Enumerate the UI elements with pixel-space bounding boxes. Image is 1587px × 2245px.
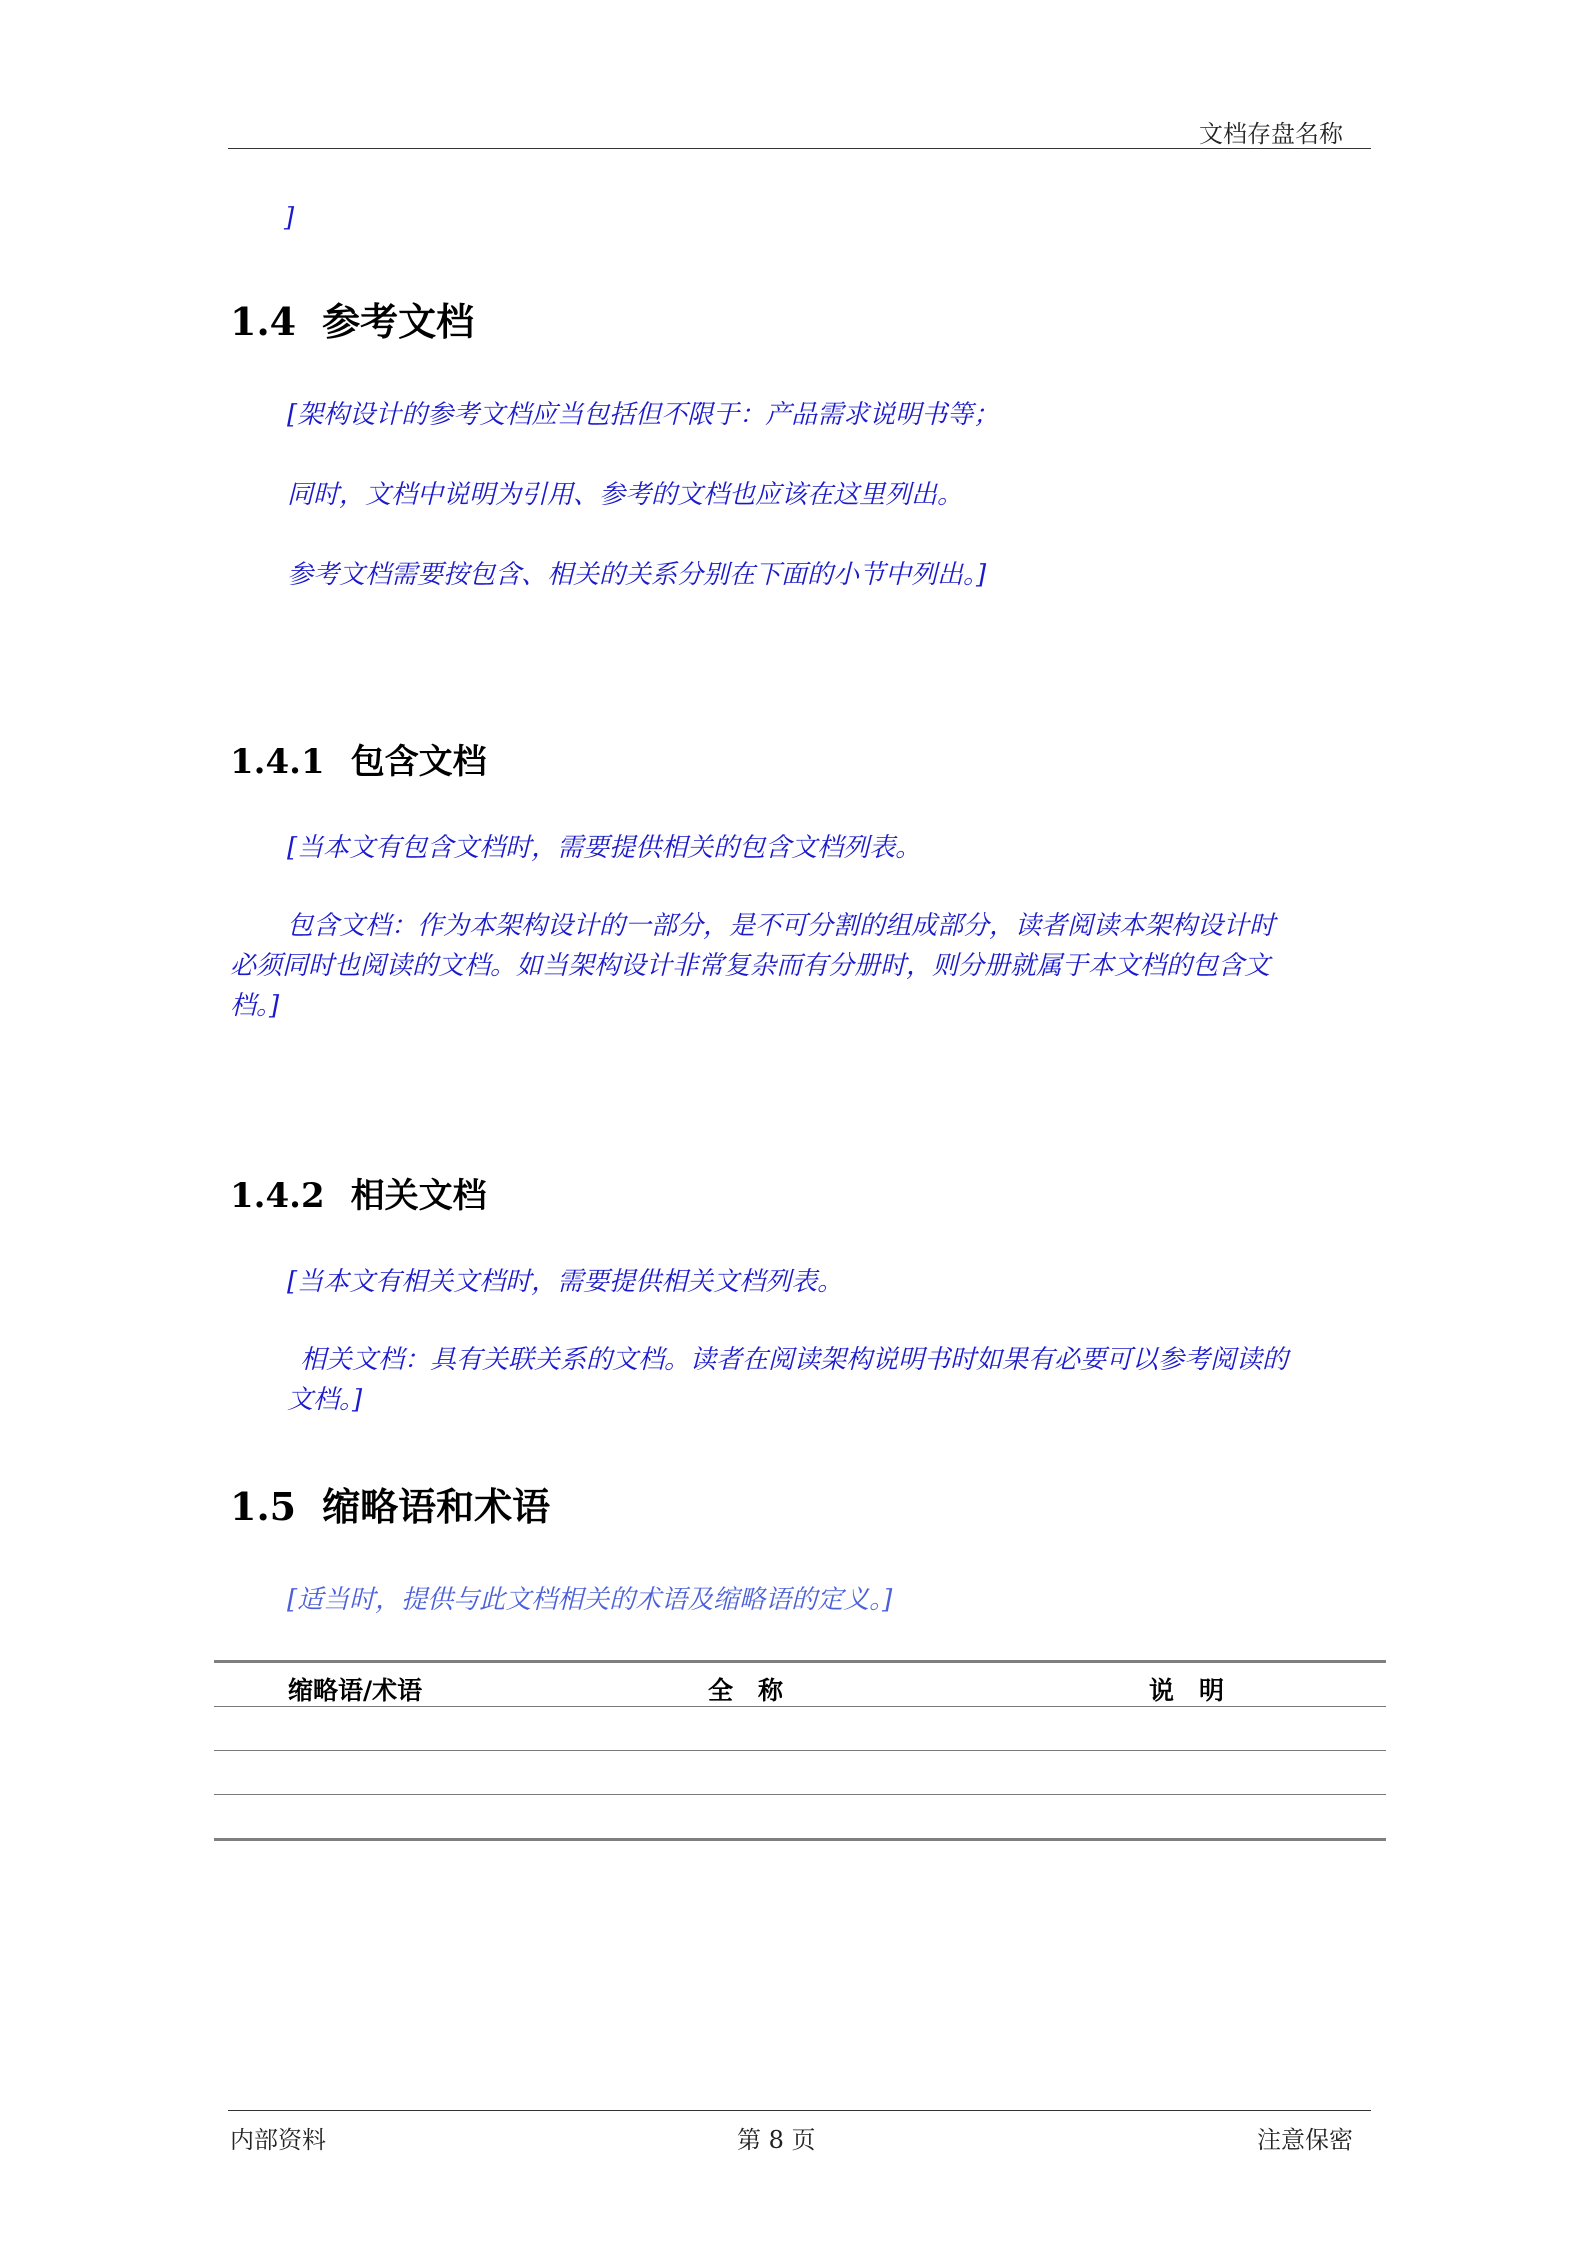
footer-confidential-label: 内部资料 xyxy=(230,2126,326,2154)
s141-para-1: [当本文有包含文档时，需要提供相关的包含文档列表。 xyxy=(287,833,922,863)
section-number: 1.5 xyxy=(230,1484,297,1529)
col-header-description: 说 明 xyxy=(1149,1676,1225,1705)
section-title: 参考文档 xyxy=(322,299,475,344)
section-number: 1.4.1 xyxy=(230,742,325,782)
section-title: 相关文档 xyxy=(350,1176,487,1216)
table-row xyxy=(214,1795,1386,1841)
section-title: 包含文档 xyxy=(350,742,487,782)
header-rule xyxy=(228,148,1371,149)
s14-para-3: 参考文档需要按包含、相关的关系分别在下面的小节中列出。] xyxy=(287,560,987,590)
section-title: 缩略语和术语 xyxy=(322,1484,551,1529)
col-header-term: 缩略语/术语 xyxy=(288,1676,423,1705)
section-1-5-heading xyxy=(230,1476,550,1531)
footer-keep-secret-label: 注意保密 xyxy=(1257,2126,1353,2154)
footer-page-number: 第 8 页 xyxy=(737,2126,816,2154)
footer-rule xyxy=(228,2110,1371,2111)
s142-para-2-line-1: 相关文档：具有关联关系的文档。读者在阅读架构说明书时如果有必要可以参考阅读的 xyxy=(300,1345,1289,1375)
s15-para-1: [适当时，提供与此文档相关的术语及缩略语的定义。] xyxy=(287,1585,893,1615)
header-doc-name: 文档存盘名称 xyxy=(1199,120,1343,148)
s141-para-2-line-3: 档。] xyxy=(230,991,280,1021)
section-number: 1.4 xyxy=(230,299,297,344)
col-header-fullname: 全 称 xyxy=(708,1676,784,1705)
s142-para-2-line-2: 文档。] xyxy=(287,1385,363,1415)
s141-para-2-line-2: 必须同时也阅读的文档。如当架构设计非常复杂而有分册时，则分册就属于本文档的包含文 xyxy=(230,951,1271,981)
section-number: 1.4.2 xyxy=(230,1176,325,1216)
s142-para-1: [当本文有相关文档时，需要提供相关文档列表。 xyxy=(287,1267,844,1297)
table-header-row xyxy=(214,1663,1386,1707)
terms-table xyxy=(214,1660,1386,1841)
table-row xyxy=(214,1707,1386,1751)
section-1-4-2-heading xyxy=(230,1168,487,1217)
orphan-bracket: ] xyxy=(284,203,295,233)
s141-para-2-line-1: 包含文档：作为本架构设计的一部分，是不可分割的组成部分，读者阅读本架构设计时 xyxy=(287,911,1276,941)
s14-para-2: 同时，文档中说明为引用、参考的文档也应该在这里列出。 xyxy=(287,480,964,510)
s14-para-1: [架构设计的参考文档应当包括但不限于：产品需求说明书等； xyxy=(287,400,1000,430)
table-row xyxy=(214,1751,1386,1795)
section-1-4-1-heading xyxy=(230,734,487,783)
section-1-4-heading xyxy=(230,291,474,346)
